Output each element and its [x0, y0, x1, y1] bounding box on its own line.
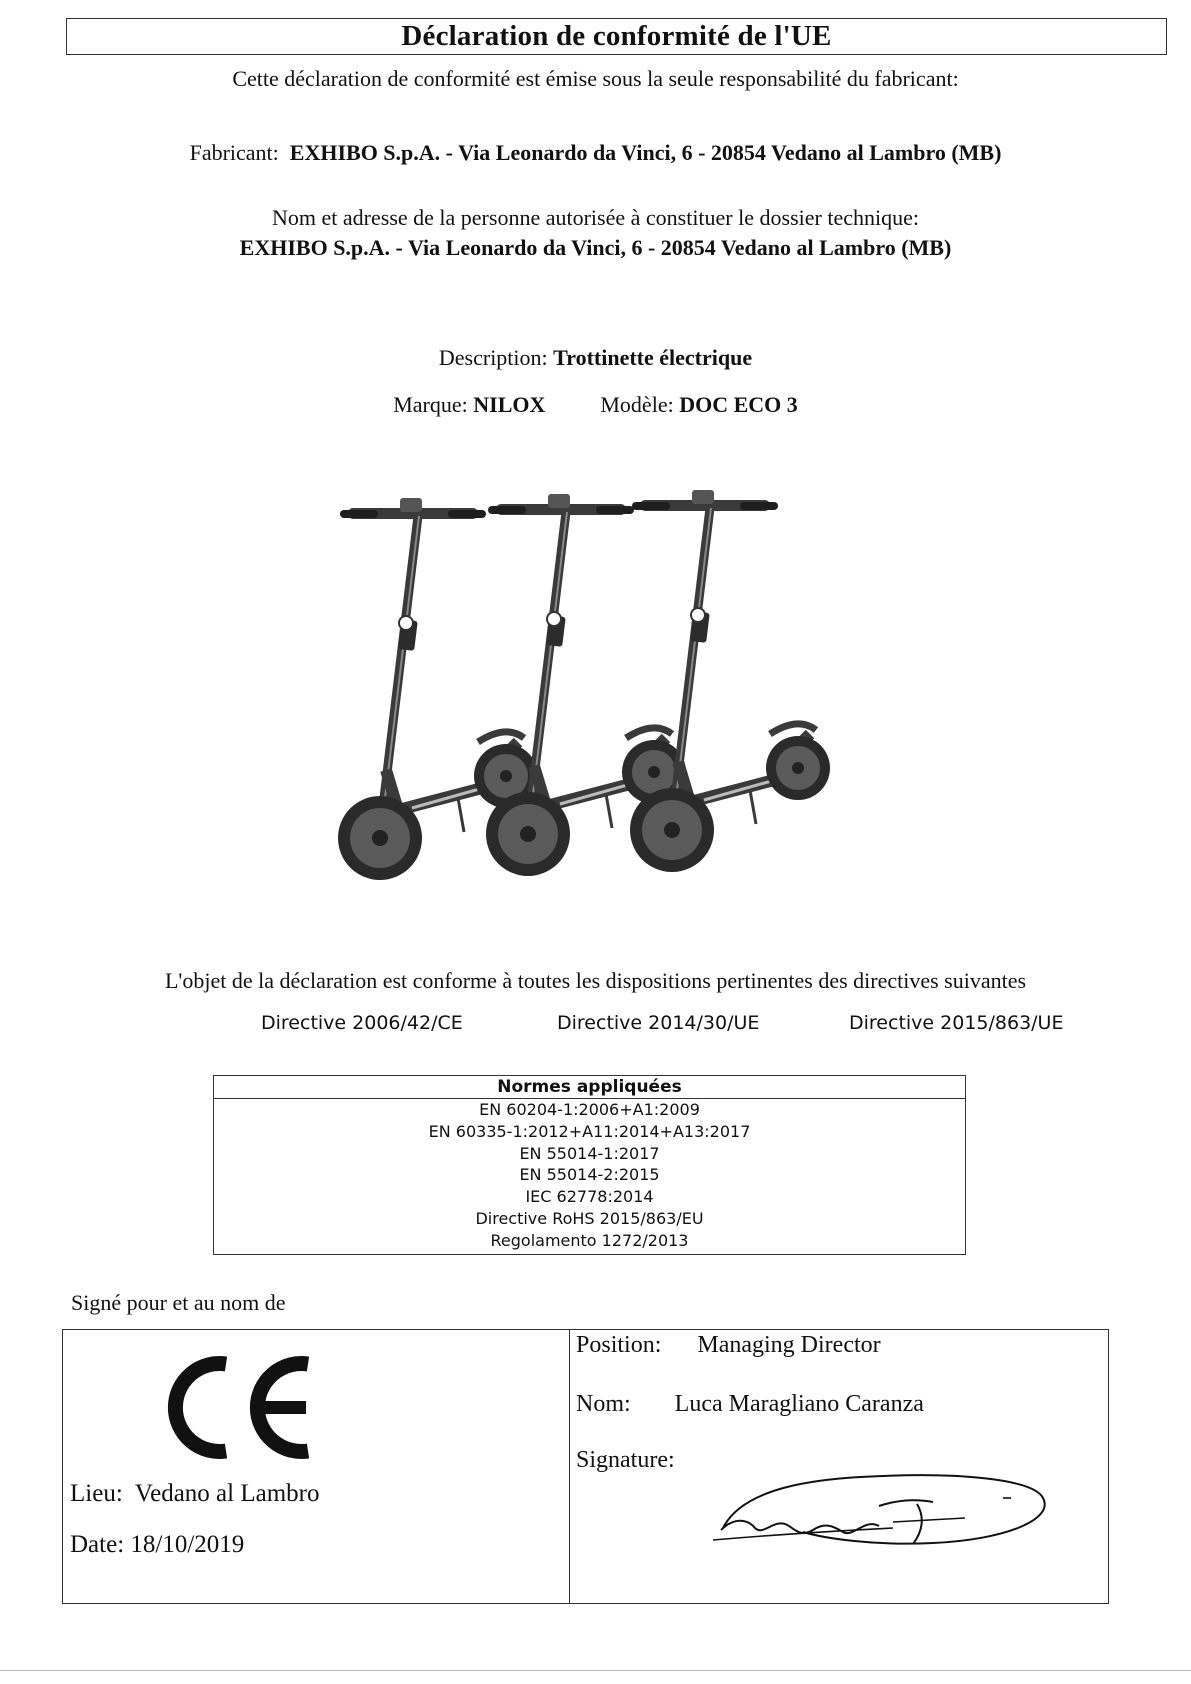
description-value: Trottinette électrique: [553, 345, 753, 370]
norm-item: Regolamento 1272/2013: [490, 1230, 689, 1250]
norm-item: EN 55014-1:2017: [519, 1143, 660, 1163]
name-line: [576, 1391, 924, 1418]
norms-table: [213, 1075, 966, 1255]
date-value: 18/10/2019: [130, 1531, 245, 1558]
signature-label: Signature:: [576, 1447, 675, 1473]
description-line: [0, 345, 1191, 371]
norm-item: IEC 62778:2014: [525, 1187, 654, 1207]
date-line: [70, 1531, 244, 1559]
directive-2: Directive 2014/30/UE: [557, 1012, 760, 1034]
authorized-person-value: EXHIBO S.p.A. - Via Leonardo da Vinci, 6 - 20854 Vedano al Lambro (MB): [239, 235, 952, 260]
directive-3: Directive 2015/863/UE: [849, 1012, 1064, 1034]
position-value: Managing Director: [697, 1332, 881, 1358]
position-line: [576, 1332, 881, 1359]
intro-text: Cette déclaration de conformité est émise sous la seule responsabilité du fabricant:: [232, 66, 959, 91]
brand-value: NILOX: [473, 392, 546, 417]
handwritten-signature: [703, 1448, 1093, 1568]
conformity-statement: L'objet de la déclaration est conforme à toutes les dispositions pertinentes des directives suivantes: [164, 968, 1027, 993]
signed-for-label: Signé pour et au nom de: [71, 1290, 286, 1315]
norm-item: EN 55014-2:2015: [519, 1165, 660, 1185]
norm-item: EN 60335-1:2012+A11:2014+A13:2017: [428, 1121, 751, 1141]
title-box: [66, 18, 1167, 55]
place-line: [70, 1480, 319, 1508]
manufacturer-value: EXHIBO S.p.A. - Via Leonardo da Vinci, 6 - 20854 Vedano al Lambro (MB): [289, 140, 1002, 165]
signature-table: [62, 1329, 1109, 1604]
authorized-person-label: Nom et adresse de la personne autorisée à constituer le dossier technique:: [272, 205, 919, 230]
description-label: Description:: [438, 345, 548, 370]
directive-1: Directive 2006/42/CE: [261, 1012, 463, 1034]
place-label: Lieu:: [70, 1480, 123, 1507]
position-label: Position:: [576, 1332, 662, 1358]
date-label: Date:: [70, 1531, 125, 1558]
norm-item: EN 60204-1:2006+A1:2009: [479, 1100, 700, 1119]
manufacturer-label: Fabricant:: [189, 140, 279, 165]
brand-model-line: [0, 392, 1191, 418]
brand-label: Marque:: [393, 392, 468, 417]
ce-mark-icon: [158, 1350, 318, 1465]
place-value: Vedano al Lambro: [134, 1480, 320, 1507]
page-bottom-rule: [0, 1670, 1191, 1671]
norms-header: Normes appliquées: [214, 1076, 965, 1099]
table-divider: [569, 1330, 570, 1603]
model-value: DOC ECO 3: [679, 392, 798, 417]
norms-list: [214, 1099, 965, 1252]
model-label: Modèle:: [600, 392, 674, 417]
name-value: Luca Maragliano Caranza: [674, 1391, 924, 1417]
norm-item: Directive RoHS 2015/863/EU: [475, 1208, 704, 1228]
document-title: Déclaration de conformité de l'UE: [401, 20, 832, 52]
manufacturer-line: [0, 140, 1191, 166]
scooter-image: [320, 480, 840, 920]
name-label: Nom:: [576, 1391, 631, 1417]
